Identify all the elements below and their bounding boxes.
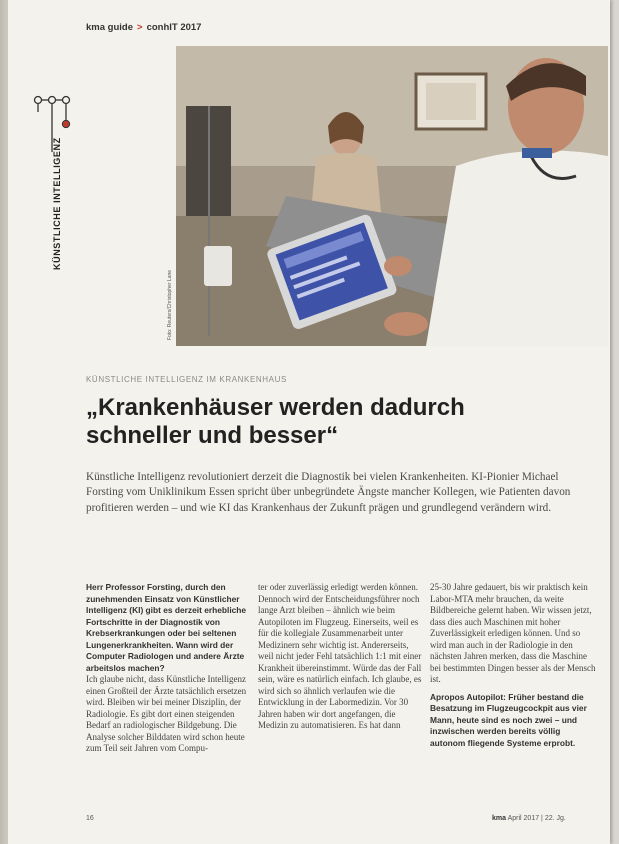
- article-headline: [86, 394, 586, 450]
- section-side-label: KÜNSTLICHE INTELLIGENZ: [52, 137, 62, 270]
- running-head: [86, 22, 201, 33]
- footer-magazine: kma: [492, 815, 507, 822]
- body-column-1: [86, 582, 252, 755]
- breadcrumb-separator: >: [137, 22, 143, 33]
- footer-volume: 22. Jg.: [544, 815, 566, 822]
- interview-answer-continued: ter oder zuverlässig erledigt werden können. Dennoch wird der Entscheidungsführer noch lange Arzt bleiben – ähnlich wie beim Autopiloten im Flugzeug. Einerseits, weil es für die kollegiale Zusammenarbeit unter Medizinern sehr wichtig ist. Andererseits, weil nicht jeder Fehl tatsächlich 1:1 mit einer Krankheit übereinstimmt. Würde das der Fall sein, wäre es natürlich einfach. Ich glaube, es wird sich so ähnlich verlaufen wie die Entwicklung in der Labormedizin. Vor 30 Jahren haben wir dort angefangen, die Medizin zu automatisieren. Es hat dann: [258, 582, 422, 730]
- page-footer: kma April 2017 | 22. Jg.: [492, 815, 566, 822]
- interview-answer: Ich glaube nicht, dass Künstliche Intelligenz einen Großteil der Ärzte tatsächlich ersetzen wird. Bleiben wir bei meiner Disziplin, der Radiologie. Es gibt dort einen steigenden Bedarf an radiologischer Bildgebung. Die Analyse solcher Bilddaten wird schon heute zum Teil seit Jahren vom Compu-: [86, 674, 247, 753]
- interview-answer-end: 25-30 Jahre gedauert, bis wir praktisch kein Labor-MTA mehr brauchen, da weite Bildbereiche gelernt haben. Wir wissen jetzt, dass dies auch Maschinen mit hoher Zuverlässigkeit erledigen können. Und so wird man auch in der Radiologie in den nächsten Jahren merken, dass die Maschine bei bestimmten Dingen besser als der Mensch ist.: [430, 582, 596, 684]
- section-name: conhIT 2017: [146, 22, 202, 33]
- page-number-left: 16: [86, 815, 94, 822]
- headline-line-1: „Krankenhäuser werden dadurch: [86, 394, 465, 421]
- interview-question-2: Apropos Autopilot: Früher bestand die Besatzung im Flugzeugcockpit aus vier Mann, heute sind es noch zwei – und inzwischen werden bereits völlig autonom fliegende Systeme erprobt.: [430, 691, 587, 748]
- headline-line-2: schneller und besser“: [86, 422, 339, 449]
- article-photo: [176, 46, 608, 346]
- article-kicker: KÜNSTLICHE INTELLIGENZ IM KRANKENHAUS: [86, 375, 287, 384]
- footer-issue: April 2017: [507, 815, 540, 822]
- doctor-tablet-photo: [176, 46, 608, 346]
- article-lead: Künstliche Intelligenz revolutioniert derzeit die Diagnostik bei vielen Krankenheiten. KI-Pionier Michael Forsting vom Uniklinikum Essen spricht über unbegründete Ängste mancher Kollegen, wie Patienten davon profitieren werden – und wie KI das Krankenhaus der Zukunft prägen und grundlegend verändern wird.: [86, 471, 571, 514]
- interview-question: Herr Professor Forsting, durch den zunehmenden Einsatz von Künstlicher Intelligenz (KI) gibt es derzeit erhebliche Fortschritte in der Diagnostik von Krebserkrankungen oder bei seltenen Lungenerkrankheiten. Wann wird der Computer Radiologen und andere Ärzte arbeitslos machen?: [86, 582, 247, 673]
- body-column-3: [430, 582, 596, 749]
- photo-credit: Foto: Reuters/Christopher Lane: [167, 269, 173, 340]
- body-column-2: [258, 582, 424, 732]
- magazine-name: kma guide: [86, 22, 133, 33]
